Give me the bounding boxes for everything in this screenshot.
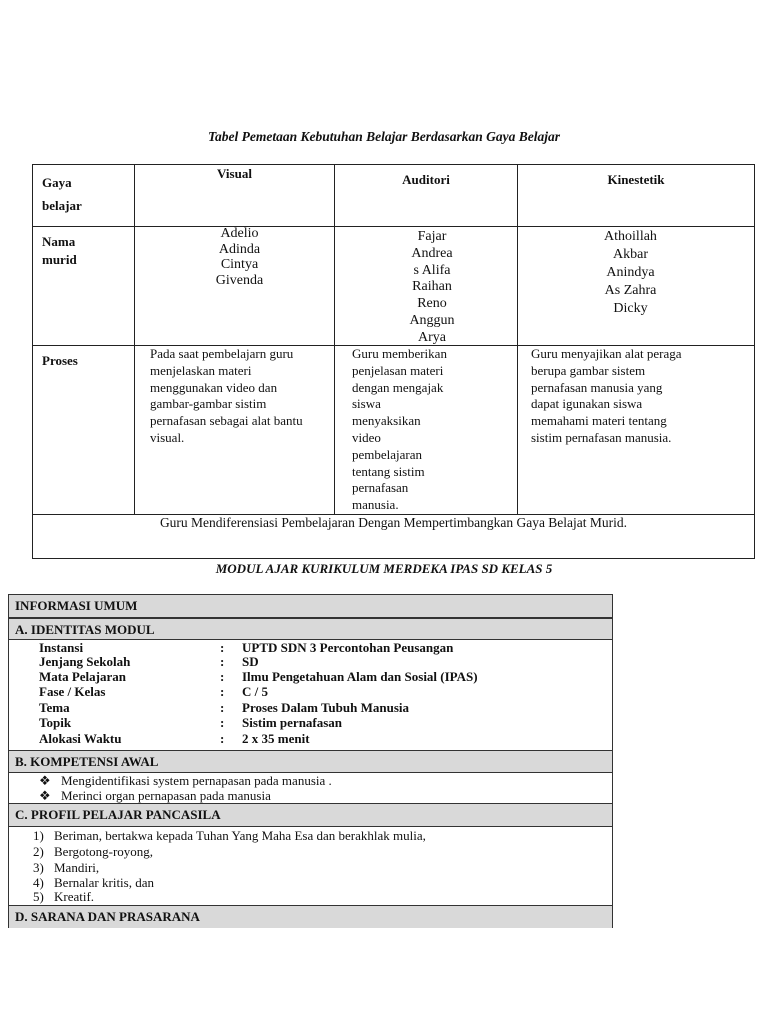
profil-number: 3) xyxy=(33,860,44,875)
process-line: memahami materi tentang xyxy=(531,413,667,429)
profil-number: 4) xyxy=(33,875,44,890)
section-identitas-modul: A. IDENTITAS MODUL xyxy=(9,618,612,640)
process-line: pernafasan sebagai alat bantu xyxy=(150,413,303,429)
process-line: pernafasan manusia yang xyxy=(531,379,663,395)
student-name: Givenda xyxy=(215,272,264,288)
identitas-colon: : xyxy=(220,654,225,669)
identitas-value: Ilmu Pengetahuan Alam dan Sosial (IPAS) xyxy=(242,669,478,684)
profil-item: Kreatif. xyxy=(54,889,95,904)
identitas-colon: : xyxy=(220,731,225,746)
visual-process xyxy=(150,346,303,447)
row-label-proses: Proses xyxy=(42,353,78,368)
kinestetik-process xyxy=(531,346,682,447)
student-name: Athoillah xyxy=(604,229,657,244)
identitas-value: C / 5 xyxy=(242,684,268,699)
process-line: sistim pernafasan manusia. xyxy=(531,429,672,445)
process-line: pembelajaran xyxy=(352,446,423,462)
column-divider xyxy=(134,165,135,515)
header-gaya-belajar xyxy=(42,171,82,217)
section-profil-pelajar-pancasila: C. PROFIL PELAJAR PANCASILA xyxy=(9,803,612,827)
profil-number: 2) xyxy=(33,844,44,859)
identitas-colon: : xyxy=(220,669,225,684)
section-informasi-umum: INFORMASI UMUM xyxy=(9,595,612,618)
section-kompetensi-awal: B. KOMPETENSI AWAL xyxy=(9,750,612,773)
kompetensi-item: Merinci organ pernapasan pada manusia xyxy=(61,788,271,803)
identitas-value: 2 x 35 menit xyxy=(242,731,310,746)
identitas-label: Topik xyxy=(39,715,72,730)
identitas-value: Sistim pernafasan xyxy=(242,715,343,730)
identitas-colon: : xyxy=(220,715,225,730)
auditori-students xyxy=(335,229,529,347)
student-name: Andrea xyxy=(411,245,453,261)
identitas-value: UPTD SDN 3 Percontohan Peusangan xyxy=(242,640,454,655)
student-name: Arya xyxy=(418,329,446,345)
process-line: menjelaskan materi xyxy=(150,362,252,378)
learning-style-table xyxy=(32,164,755,559)
process-line: tentang sistim xyxy=(352,463,425,479)
identitas-colon: : xyxy=(220,640,225,655)
section-sarana-prasarana: D. SARANA DAN PRASARANA xyxy=(9,905,612,928)
identitas-colon: : xyxy=(220,684,225,699)
process-line: Pada saat pembelajarn guru xyxy=(150,346,294,361)
visual-students xyxy=(135,226,344,288)
process-line: menggunakan video dan xyxy=(150,379,278,395)
process-line: visual. xyxy=(150,429,185,445)
diamond-bullet-icon: ❖ xyxy=(39,773,51,788)
student-name: Akbar xyxy=(613,247,648,262)
modul-ajar-table xyxy=(8,594,613,928)
student-name: Adelio xyxy=(220,226,259,241)
header-auditori: Auditori xyxy=(402,172,450,187)
auditori-process xyxy=(352,346,447,514)
identitas-label: Tema xyxy=(39,700,70,715)
header-visual: Visual xyxy=(217,166,252,181)
identitas-value: SD xyxy=(242,654,259,669)
header-kinestetik: Kinestetik xyxy=(607,172,665,187)
profil-number: 5) xyxy=(33,889,44,904)
header-text: Gaya xyxy=(42,175,72,190)
process-line: menyaksikan xyxy=(352,413,421,429)
profil-item: Bernalar kritis, dan xyxy=(54,875,154,890)
identitas-label: Instansi xyxy=(39,640,84,655)
process-line: video xyxy=(352,429,381,445)
process-line: dapat igunakan siswa xyxy=(531,396,643,412)
kinestetik-students xyxy=(518,228,743,318)
student-name: s Alifa xyxy=(413,262,451,278)
identitas-colon: : xyxy=(220,700,225,715)
student-name: Raihan xyxy=(412,279,452,295)
header-text: belajar xyxy=(42,198,82,213)
profil-item: Bergotong-royong, xyxy=(54,844,154,859)
identitas-value: Proses Dalam Tubuh Manusia xyxy=(242,700,410,715)
label-text: murid xyxy=(42,252,77,267)
student-name: Dicky xyxy=(613,301,648,316)
label-text: Nama xyxy=(42,234,76,249)
process-line: siswa xyxy=(352,396,381,412)
row-label-nama-murid xyxy=(42,233,77,269)
modul-title: MODUL AJAR KURIKULUM MERDEKA IPAS SD KELAS 5 xyxy=(215,561,553,576)
profil-item: Mandiri, xyxy=(54,860,100,875)
identitas-label: Alokasi Waktu xyxy=(39,731,122,746)
kompetensi-item: Mengidentifikasi system pernapasan pada manusia . xyxy=(61,773,332,788)
table-title: Tabel Pemetaan Kebutuhan Belajar Berdasarkan Gaya Belajar xyxy=(207,129,561,144)
process-line: gambar-gambar sistim xyxy=(150,396,267,412)
identitas-label: Jenjang Sekolah xyxy=(39,654,131,669)
diamond-bullet-icon: ❖ xyxy=(39,788,51,803)
identitas-label: Mata Pelajaran xyxy=(39,669,127,684)
process-line: berupa gambar sistem xyxy=(531,362,646,378)
process-line: manusia. xyxy=(352,497,399,513)
student-name: As Zahra xyxy=(604,283,657,298)
student-name: Reno xyxy=(417,296,447,312)
profil-item: Beriman, bertakwa kepada Tuhan Yang Maha Esa dan berakhlak mulia, xyxy=(54,828,426,843)
process-line: pernafasan xyxy=(352,480,409,496)
student-name: Adinda xyxy=(218,241,261,257)
profil-number: 1) xyxy=(33,828,44,843)
process-line: Guru memberikan xyxy=(352,346,447,361)
student-name: Anggun xyxy=(409,312,455,328)
table-footer-note: Guru Mendiferensiasi Pembelajaran Dengan Mempertimbangkan Gaya Belajat Murid. xyxy=(159,515,628,530)
process-line: dengan mengajak xyxy=(352,379,444,395)
student-name: Cintya xyxy=(220,257,259,272)
student-name: Anindya xyxy=(606,265,655,280)
student-name: Fajar xyxy=(417,229,447,244)
process-line: penjelasan materi xyxy=(352,362,444,378)
identitas-label: Fase / Kelas xyxy=(39,684,106,699)
process-line: Guru menyajikan alat peraga xyxy=(531,346,682,361)
